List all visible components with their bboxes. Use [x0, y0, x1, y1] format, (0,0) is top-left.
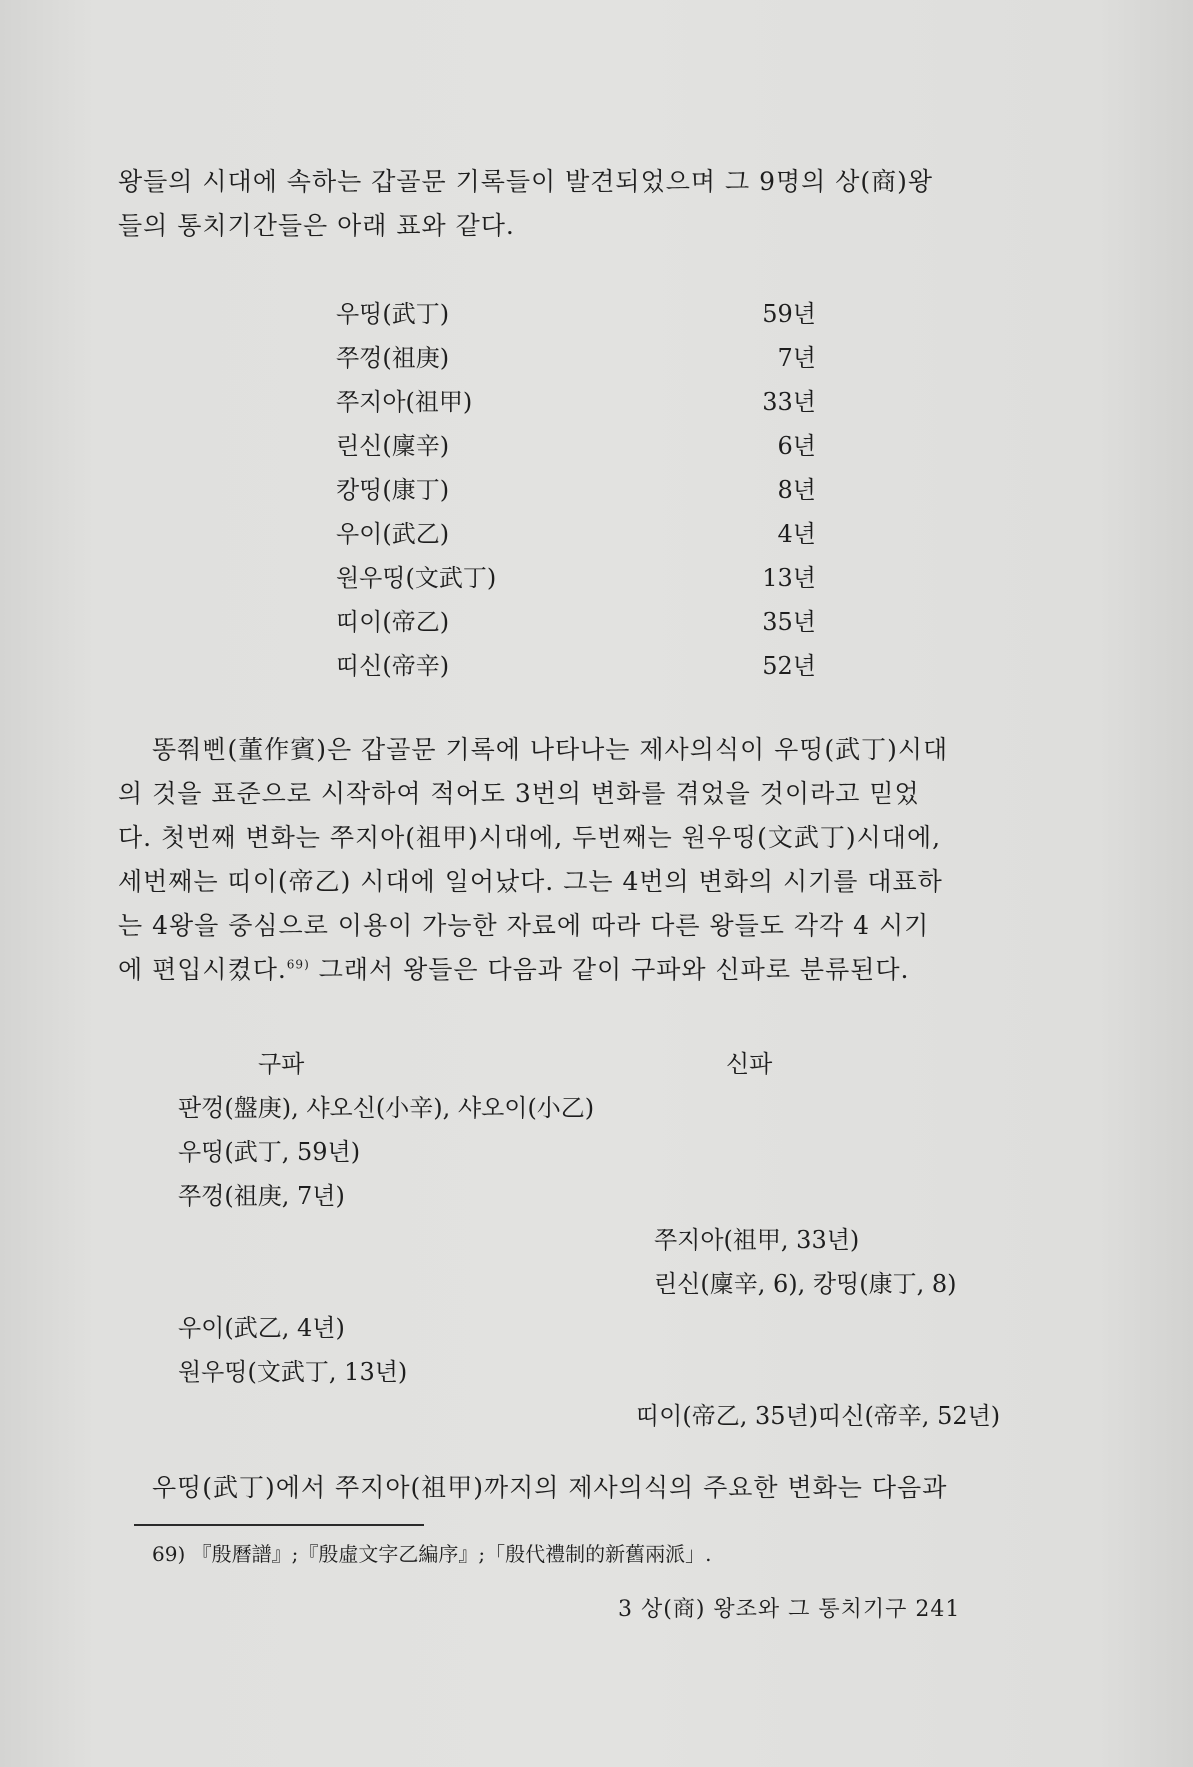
- new-school-row: 띠이(帝乙, 35년)띠신(帝辛, 52년): [636, 1402, 1001, 1430]
- closing-paragraph: [118, 1466, 1038, 1510]
- body-line-6: [118, 948, 1038, 992]
- reign-years: 59년: [762, 300, 816, 328]
- old-school-row: 판껑(盤庚), 샤오신(小辛), 샤오이(小乙): [178, 1094, 595, 1122]
- king-name: 띠이(帝乙): [336, 608, 450, 636]
- old-school-row: 우이(武乙, 4년): [178, 1314, 345, 1342]
- reign-years: 13년: [762, 564, 816, 592]
- king-name: 쭈지아(祖甲): [336, 388, 473, 416]
- body-line-2: 의 것을 표준으로 시작하여 적어도 3번의 변화를 겪었을 것이라고 믿었: [118, 779, 920, 808]
- reign-row: [336, 376, 816, 420]
- intro-line-2: 들의 통치기간들은 아래 표와 같다.: [118, 211, 515, 240]
- king-name: 원우띵(文武丁): [336, 564, 497, 592]
- body-line-3: 다. 첫번째 변화는 쭈지아(祖甲)시대에, 두번째는 원우띵(文武丁)시대에,: [118, 823, 942, 852]
- reign-row: [336, 332, 816, 376]
- reign-row: [336, 640, 816, 684]
- reign-row: [336, 596, 816, 640]
- closing-line: 우띵(武丁)에서 쭈지아(祖甲)까지의 제사의식의 주요한 변화는 다음과: [152, 1473, 948, 1502]
- running-footer: 3 상(商) 왕조와 그 통치기구 241: [618, 1597, 961, 1622]
- reign-row: [336, 288, 816, 332]
- old-school-header: 구파: [258, 1050, 305, 1078]
- footnote-divider: [134, 1524, 424, 1526]
- body-paragraph: [118, 728, 1038, 992]
- reign-years: 7년: [777, 344, 816, 372]
- new-school-header: 신파: [726, 1050, 773, 1078]
- new-school-row: 쭈지아(祖甲, 33년): [654, 1226, 860, 1254]
- body-line-5: 는 4왕을 중심으로 이용이 가능한 자료에 따라 다른 왕들도 각각 4 시기: [118, 911, 930, 940]
- reign-row: [336, 420, 816, 464]
- body-line-6-end: 그래서 왕들은 다음과 같이 구파와 신파로 분류된다.: [309, 955, 910, 984]
- reign-years: 33년: [762, 388, 816, 416]
- intro-paragraph: [118, 160, 1038, 248]
- body-line-1: 똥쭤삔(董作賓)은 갑골문 기록에 나타나는 제사의식이 우띵(武丁)시대: [152, 735, 949, 764]
- old-school-row: 쭈껑(祖庚, 7년): [178, 1182, 345, 1210]
- footnote: 69) 『殷曆譜』;『殷虛文字乙編序』;「殷代禮制的新舊兩派」.: [152, 1542, 712, 1566]
- intro-line-1: 왕들의 시대에 속하는 갑골문 기록들이 발견되었으며 그 9명의 상(商)왕: [118, 167, 934, 196]
- king-name: 쭈껑(祖庚): [336, 344, 450, 372]
- king-name: 띠신(帝辛): [336, 652, 450, 680]
- footnote-reference: 69): [286, 957, 310, 972]
- reign-row: [336, 508, 816, 552]
- reign-row: [336, 464, 816, 508]
- body-line-6-start: 에 편입시켰다.: [118, 955, 287, 984]
- body-line-4: 세번째는 띠이(帝乙) 시대에 일어났다. 그는 4번의 변화의 시기를 대표하: [118, 867, 943, 896]
- reign-row: [336, 552, 816, 596]
- king-name: 캉띵(康丁): [336, 476, 450, 504]
- reign-years: 6년: [777, 432, 816, 460]
- king-name: 우이(武乙): [336, 520, 450, 548]
- king-name: 우띵(武丁): [336, 300, 450, 328]
- reign-years: 4년: [777, 520, 816, 548]
- reign-table: [336, 288, 816, 684]
- reign-years: 35년: [762, 608, 816, 636]
- king-name: 린신(廩辛): [336, 432, 450, 460]
- old-school-row: 원우띵(文武丁, 13년): [178, 1358, 408, 1386]
- reign-years: 52년: [762, 652, 816, 680]
- reign-years: 8년: [777, 476, 816, 504]
- new-school-row: 린신(廩辛, 6), 캉띵(康丁, 8): [654, 1270, 957, 1298]
- old-school-row: 우띵(武丁, 59년): [178, 1138, 361, 1166]
